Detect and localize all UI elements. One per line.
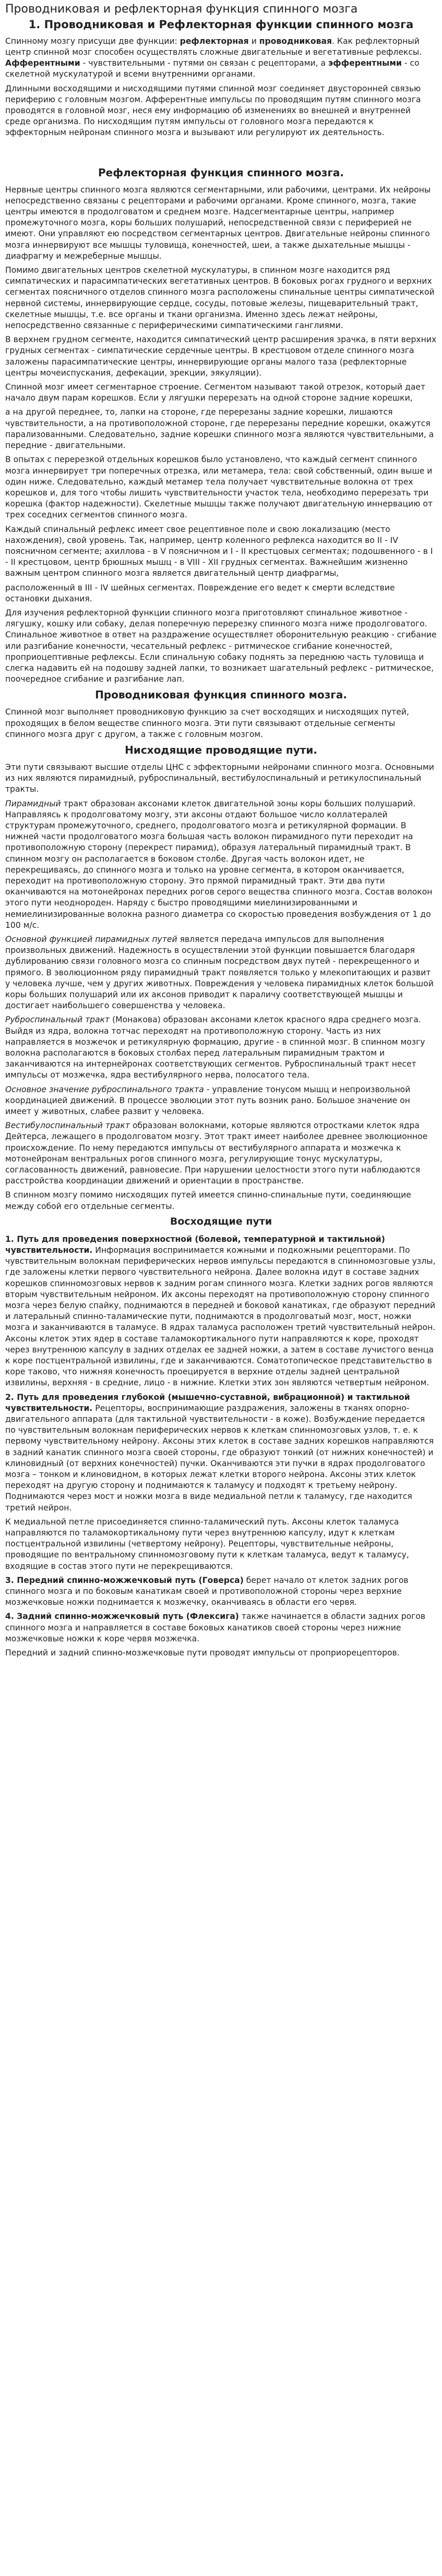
reflex-paragraph: В верхнем грудном сегменте, находится симпатический центр расширения зрачка, в пяти верхних грудных сегментах - симпатические сердечные центры. В крестцовом отделе спинного мозга заложены парасимпатические центры, иннервирующие органы малого таза (рефлекторные центры мочеиспускания, дефекации, эрекции, эякуляции). — [5, 335, 437, 378]
ascending-item: 2. Путь для проведения глубокой (мышечно-суставной, вибрационной) и тактильной чувствительности. Рецепторы, воспринимающие раздражения, заложены в тканях опорно-двигательного аппарата (для тактильной чувствительности - в коже). Возбуждение передается по чувствительным волокнам периферических нервов к клеткам спинномозговых узлов, т. е. к первому чувствительному нейрону. Аксоны этих клеток в составе задних корешков направляются в задний канатик спинного мозга своей стороны, где образуют тонкий (от нижних конечностей) и клиновидный (от верхних конечностей) пучки. Оканчиваются эти пучки в ядрах продолговатого мозга – тонком и клиновидном, в которых лежат клетки второго нейрона. Аксоны этих клеток переходят на другую сторону и поднимаются к таламусу и подходят к третьему нейрону. Поднимаются через мост и ножки мозга в виде медиальной петли к таламусу, где находится третий нейрон. — [5, 1392, 434, 1513]
main-heading: 1. Проводниковая и Рефлекторная функции спинного мозга — [28, 18, 414, 31]
reflex-paragraph: расположенный в III - IV шейных сегментах. Повреждение его ведет к смерти вследствие остановки дыхания. — [5, 583, 395, 603]
reflex-paragraph: Помимо двигательных центров скелетной мускулатуры, в спинном мозге находится ряд симпатических и парасимпатических вегетативных центров. В боковых рогах грудного и верхних сегментах поясничного отделов спинного мозга расположены спинальные центры симпатической нервной системы, иннервирующие сердце, сосуды, потовые железы, пищеварительный тракт, скелетные мышцы, т.е. все органы и ткани организма. Именно здесь лежат нейроны, непосредственно связанные с периферическими симпатическими ганглиями. — [5, 265, 435, 331]
reflex-paragraph: Каждый спинальный рефлекс имеет свое рецептивное поле и свою локализацию (место нахождения), свой уровень. Так, например, центр коленного рефлекса находится во II - IV поясничном сегменте; ахиллова - в V поясничном и I - II крестцовых сегментах; подошвенного - в I - II крестцовом, центр брюшных мышц - в VIII - XII грудных сегментах. Важнейшим жизненно важным центром спинного мозга является двигательный центр диафрагмы, — [5, 524, 433, 578]
ascending-item: К медиальной петле присоединяется спинно-таламический путь. Аксоны клеток таламуса направляются по таламокортикальному пути через внутреннюю капсулу, идут к клеткам постцентральной извилины (четвертому нейрону). Рецепторы, чувствительные нейроны, проводящие по вентральному спинномозговому пути к клеткам таламуса, ведут к таламусу, входящие в состав этого пути не перекрещиваются. — [5, 1517, 409, 1571]
ascending-item: Передний и задний спинно-мозжечковые пути проводят импульсы от проприорецепторов. — [5, 1648, 400, 1658]
reflex-section-heading: Рефлекторная функция спинного мозга. — [98, 166, 344, 179]
descending-paragraph: Эти пути связывают высшие отделы ЦНС с эффекторными нейронами спинного мозга. Основными из них являются пирамидный, руброспинальный, вестибулоспинальный и ретикулоспинальный тракты. — [5, 762, 434, 794]
intro-paragraph-1: Спинному мозгу присущи две функции: рефлекторная и проводниковая. Как рефлекторный центр спинной мозг способен осуществлять сложные двигательные и вегетативные рефлексы. Афферентными - чувствительными - путями он связан с рецепторами, а эфферентными - со скелетной мускулатурой и всеми внутренними органами. — [5, 36, 422, 79]
descending-paragraph: Основной функцией пирамидных путей является передача импульсов для выполнения произвольных движений. Надежность в осуществлении этой функции повышается благодаря дублированию связи головного мозга со спинным посредством двух путей - перекрещенного и прямого. В эволюционном ряду пирамидный тракт появляется только у млекопитающих и развит у человека лучше, чем у других животных. Повреждения у человека пирамидных клеток большой коры больших полушарий или их аксонов приводит к параличу соответствующей мышцы и достигает наибольшего совершенства у человека. — [5, 935, 434, 1011]
reflex-paragraph: В опытах с перерезкой отдельных корешков было установлено, что каждый сегмент спинного мозга иннервирует три поперечных отрезка, или метамера, тела: свой собственный, один выше и один ниже. Следовательно, каждый метамер тела получает чувствительные волокна от трех корешков и, для того чтобы лишить чувствительности участок тела, необходимо перерезать три корешка (фактор надежности). Скелетные мышцы также получают двигательную иннервацию от трех соседних сегментов спинного мозга. — [5, 455, 433, 520]
reflex-section-body — [5, 185, 437, 685]
descending-section-body — [5, 762, 437, 1212]
reflex-paragraph: а на другой переднее, то, лапки на стороне, где перерезаны задние корешки, лишаются чувствительности, а на противоположной стороне, где перерезаны передние корешки, окажутся парализованными. Следовательно, задние корешки спинного мозга являются чувствительными, а передние - двигательными. — [5, 407, 434, 451]
page-title: Проводниковая и рефлекторная функция спинного мозга — [5, 3, 358, 16]
ascending-section-body — [5, 1234, 437, 1659]
descending-paragraph: Основное значение руброспинального тракта - управление тонусом мышц и непроизвольной координацией движений. В процессе эволюции этот путь возник рано. Большое значение он имеет у животных, слабее развит у человека. — [5, 1084, 411, 1117]
ascending-item: 4. Задний спинно-можжечковый путь (Флексига) также начинается в области задних рогов спинного мозга и направляется в составе боковых канатиков своей стороны через нижние мозжечковые ножки к коре червя мозжечка. — [5, 1612, 426, 1643]
descending-paragraph: Пирамидный тракт образован аксонами клеток двигательной зоны коры больших полушарий. Направляясь к продолговатому мозгу, эти аксоны отдают большое число коллатералей структурам промежуточного, среднего, продолговатого мозга и ретикулярной формации. В нижней части продолговатого мозга большая часть волокон пирамидного пути переходит на противоположную сторону (перекрест пирамид), образуя латеральный пирамидный тракт. В спинном мозгу он располагается в боковом столбе. Другая часть волокон идет, не перекрещиваясь, до спинного мозга и только на уровне сегмента, в котором оканчивается, переходит на противоположную сторону. Это прямой пирамидный тракт. Эти два пути оканчиваются на мотонейронах передних рогов серого вещества спинного мозга. Состав волокон этого пути неоднороден. Наряду с быстро проводящими миелинизированными и немиелинизированные волокна разного диаметра со скоростью проведения возбуждения от 1 до 100 м/с. — [5, 799, 433, 930]
conduct-section-heading: Проводниковая функция спинного мозга. — [95, 688, 347, 702]
intro-paragraph-2: Длинными восходящими и нисходящими путями спинной мозг соединяет двусторонней связью периферию с головным мозгом. Афферентные импульсы по проводящим путям спинного мозга проводятся в головной мозг, неся ему информацию об изменениях во внешней и внутренней среде организма. По нисходящим путям импульсы от головного мозга передаются к эффекторным нейронам спинного мозга и вызывают или регулируют их деятельность. — [5, 83, 421, 138]
descending-section-heading: Нисходящие проводящие пути. — [125, 743, 317, 756]
descending-paragraph: Руброспинальный тракт (Монакова) образован аксонами клеток красного ядра среднего мозга. Выйдя из ядра, волокна тотчас переходят на противоположную сторону. Часть из них направляется в мозжечок и ретикулярную формацию, другие - в спинной мозг. В спинном мозгу волокна располагаются в боковых столбах перед латеральным пирамидным трактом и заканчиваются на интернейронах соответствующих сегментов. Руброспинальный тракт несет импульсы от мозжечка, ядра вестибулярного нерва, полосатого тела. — [5, 1015, 425, 1080]
conduct-paragraph: Спинной мозг выполняет проводниковую функцию за счет восходящих и нисходящих путей, проходящих в белом веществе спинного мозга. Эти пути связывают отдельные сегменты спинного мозга друг с другом, а также с головным мозгом. — [5, 707, 409, 739]
reflex-paragraph: Спинной мозг имеет сегментарное строение. Сегментом называют такой отрезок, который дает начало двум парам корешков. Если у лягушки перерезать на одной стороне задние корешки, — [5, 382, 426, 403]
reflex-paragraph: Для изучения рефлекторной функции спинного мозга приготовляют спинальное животное - лягушку, кошку или собаку, делая поперечную перерезку спинного мозга ниже продолговатого. Спинальное животное в ответ на раздражение осуществляет оборонительную реакцию - сгибание или разгибание конечности, чесательный рефлекс - ритмическое сгибание конечностей, проприоцептивные рефлексы. Если спинальную собаку поднять за переднюю часть туловища и слегка надавить ей на подошву задней лапки, то возникает шагательный рефлекс - ритмическое, поочередное сгибание и разгибание лап. — [5, 608, 437, 684]
descending-paragraph: В спинном мозгу помимо нисходящих путей имеется спинно-спинальные пути, соединяющие между собой его отдельные сегменты. — [5, 1190, 411, 1211]
descending-paragraph: Вестибулоспинальный тракт образован волокнами, которые являются отростками клеток ядра Дейтерса, лежащего в продолговатом мозгу. Этот тракт имеет наиболее древнее эволюционное происхождение. По нему передаются импульсы от вестибулярного аппарата и мозжечка к мотонейронам вентральных рогов спинного мозга, регулирующие тонус мускулатуры, согласованность движений, равновесие. При нарушении целостности этого пути наблюдаются расстройства координации движений и ориентации в пространстве. — [5, 1121, 428, 1186]
ascending-section-heading: Восходящие пути — [170, 1215, 272, 1227]
ascending-item: 3. Передний спинно-можжечковый путь (Говерса) берет начало от клеток задних рогов спинного мозга и по боковым канатикам своей и противоположной стороны через верхние мозжечковые ножки поднимается к мозжечку, оканчиваясь в области его червя. — [5, 1575, 409, 1607]
ascending-item: 1. Путь для проведения поверхностной (болевой, температурной и тактильной) чувствительности. Информация воспринимается кожными и подкожными рецепторами. По чувствительным волокнам периферических нервов импульсы передаются в спинномозговые узлы, где заложены клетки первого чувствительного нейрона. Далее волокна идут в составе задних корешков спинномозговых нервов к задним рогам спинного мозга. Клетки задних рогов являются вторым чувствительным нейроном. Их аксоны переходят на противоположную сторону спинного мозга через белую спайку, поднимаются в передней и боковой канатиках, где образуют передний и латеральный спинно-таламические пути, поднимаются в продолговатый мозг, мост, ножки мозга и заканчиваются в таламусе. В ядрах таламуса расположен третий чувствительный нейрон. Аксоны клеток этих ядер в составе таламокортикального пути направляются к коре, проходят через внутреннюю капсулу в задних отделах ее задней ножки, а затем в составе лучистого венца к коре постцентральной извилины, где и заканчиваются. Соматотопическое представительство в коре таково, что нижняя конечность проецируется в верхние отделы задней центральной извилины, верхняя - в средние, лицо - в нижние. Клетки этих зон являются четвертым нейроном. — [5, 1234, 436, 1388]
reflex-paragraph: Нервные центры спинного мозга являются сегментарными, или рабочими, центрами. Их нейроны непосредственно связаны с рецепторами и рабочими органами. Кроме спинного, мозга, такие центры имеются в продолговатом и среднем мозге. Надсегментарные центры, например промежуточного мозга, коры больших полушарий, непосредственной связи с периферией не имеют. Они управляют ею посредством сегментарных центров. Двигательные нейроны спинного мозга иннервируют все мышцы туловища, конечностей, шеи, а также дыхательные мышцы - диафрагму и межреберные мышцы. — [5, 185, 431, 261]
